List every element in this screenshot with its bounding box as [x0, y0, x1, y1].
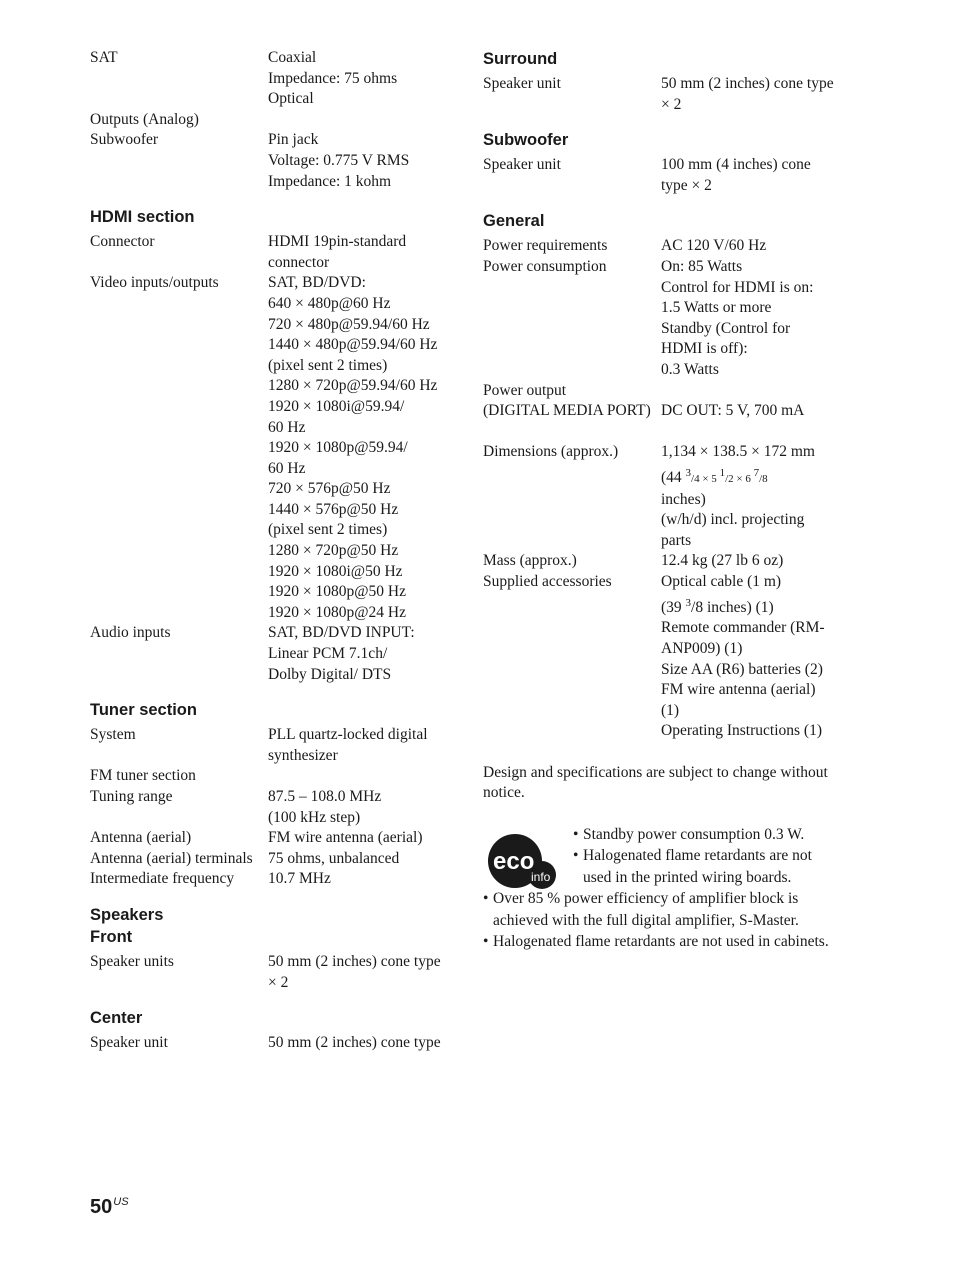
page-number-suffix: US [113, 1196, 129, 1208]
value-line: 60 Hz [268, 459, 306, 477]
value-line: Standby (Control for [661, 319, 791, 337]
value-part: /2 × 6 [725, 473, 754, 486]
value-line: 100 mm (4 inches) cone [661, 156, 811, 174]
value-line: Voltage: 0.775 V RMS [268, 151, 410, 169]
spec-label: System [90, 726, 136, 744]
spec-row-outputs [90, 110, 460, 131]
value-line: HDMI is off): [661, 340, 748, 358]
section-heading-tuner: Tuner section [90, 701, 197, 720]
spec-label: Tuning range [90, 788, 173, 805]
spec-value: 12.4 kg (27 lb 6 oz) [661, 552, 784, 570]
spec-label: Audio inputs [90, 624, 171, 642]
value-line: 1920 × 1080p@24 Hz [268, 603, 406, 621]
eco-logo-text: eco [493, 847, 535, 875]
value-line: SAT, BD/DVD: [268, 274, 366, 292]
value-line: On: 85 Watts [661, 257, 743, 275]
section-heading-subwoofer: Subwoofer [483, 131, 569, 150]
value-line: inches) [661, 490, 706, 508]
eco-info-logo-icon [487, 832, 557, 892]
value-line: × 2 [661, 95, 682, 113]
spec-row-video [90, 273, 460, 623]
spec-label: Intermediate frequency [90, 870, 235, 888]
spec-row-accessories [483, 572, 863, 742]
fraction-num: 3 [685, 466, 692, 479]
spec-row-if [90, 869, 460, 890]
spec-label: Dimensions (approx.) [483, 443, 619, 461]
spec-label: Supplied accessories [483, 573, 612, 591]
value-line: Coaxial [268, 49, 317, 66]
spec-label: Outputs (Analog) [90, 110, 199, 128]
value-line [661, 593, 841, 619]
value-line: Remote commander (RM- [661, 619, 825, 637]
bullet: • [483, 933, 489, 951]
eco-info-block [483, 824, 863, 953]
value-line: 1280 × 720p@50 Hz [268, 542, 399, 560]
value-line: (pixel sent 2 times) [268, 521, 388, 539]
spec-row-center [90, 1033, 460, 1054]
spec-value: 75 ohms, unbalanced [268, 849, 400, 867]
spec-label: Connector [90, 233, 155, 251]
list-item [483, 888, 863, 931]
spec-row-power-cons [483, 257, 863, 381]
spec-value [661, 572, 841, 742]
item-line: achieved with the full digital amplifier, S-Master. [493, 911, 799, 929]
item-line: used in the printed wiring boards. [583, 868, 792, 886]
spec-label: (DIGITAL MEDIA PORT) [483, 402, 651, 420]
spec-row-power-output [483, 381, 863, 402]
spec-label: Speaker unit [90, 1034, 168, 1052]
spec-value [268, 787, 453, 828]
item-line: Halogenated flame retardants are not used in cabinets. [493, 933, 829, 951]
list-item [573, 845, 863, 888]
value-line: ANP009) (1) [661, 639, 743, 657]
value-line: (pixel sent 2 times) [268, 356, 388, 374]
item-line: Over 85 % power efficiency of amplifier block is [493, 890, 799, 908]
notice-text [483, 763, 863, 804]
spec-row-subwoofer [90, 130, 460, 192]
value-line: FM wire antenna (aerial) [661, 681, 816, 699]
value-line: Operating Instructions (1) [661, 722, 822, 740]
value-line: Impedance: 75 ohms [268, 69, 398, 87]
notice-line: Design and specifications are subject to change without [483, 763, 828, 781]
value-line: Control for HDMI is on: [661, 278, 814, 296]
value-line: parts [661, 531, 692, 549]
spec-row-dmport [483, 401, 863, 422]
item-line: Standby power consumption 0.3 W. [583, 825, 805, 843]
spec-row-subwoofer-unit [483, 155, 863, 196]
spec-label: Speaker unit [483, 156, 561, 174]
value-line: 60 Hz [268, 418, 306, 436]
value-line: HDMI 19pin-standard [268, 233, 407, 251]
page-number [90, 1196, 129, 1219]
spec-row-dimensions [483, 442, 863, 551]
spec-value [268, 952, 453, 993]
value-line: Size AA (R6) batteries (2) [661, 660, 823, 678]
spec-label: Power requirements [483, 237, 608, 255]
spec-value: 10.7 MHz [268, 870, 331, 888]
eco-logo-subtext: info [531, 869, 551, 884]
spec-row-mass [483, 551, 863, 572]
fraction-num: 7 [753, 466, 760, 479]
spec-row-front [90, 952, 460, 993]
value-line: (1) [661, 701, 680, 719]
page-number-value: 50 [90, 1196, 113, 1218]
spec-value: 50 mm (2 inches) cone type [268, 1034, 441, 1052]
spec-row-connector [90, 232, 460, 273]
value-line: Linear PCM 7.1ch/ [268, 645, 388, 663]
value-line: SAT, BD/DVD INPUT: [268, 624, 415, 642]
value-line: 50 mm (2 inches) cone type [661, 75, 834, 92]
value-line: 1440 × 576p@50 Hz [268, 500, 399, 518]
spec-row-sat [90, 48, 460, 110]
value-line [661, 463, 841, 490]
value-line: 720 × 576p@50 Hz [268, 480, 391, 498]
value-line: 1920 × 1080i@59.94/ [268, 397, 405, 415]
spec-label: Power consumption [483, 257, 607, 275]
spec-row-audio [90, 623, 460, 685]
spec-value [268, 623, 453, 685]
value-line: 0.3 Watts [661, 360, 719, 378]
spec-row-antenna [90, 828, 460, 849]
spec-value [661, 257, 841, 381]
spec-value [661, 155, 841, 196]
spec-label: Subwoofer [90, 131, 159, 149]
value-line: PLL quartz-locked digital [268, 726, 428, 744]
list-item [483, 931, 863, 953]
spec-row-tuning [90, 787, 460, 828]
spec-value [268, 273, 453, 623]
value-line: synthesizer [268, 746, 338, 764]
value-line: connector [268, 253, 330, 271]
spec-row-terminals [90, 849, 460, 870]
spec-row-fm-tuner [90, 766, 460, 787]
bullet: • [573, 825, 579, 843]
spec-value [268, 232, 453, 273]
section-heading-general: General [483, 212, 545, 231]
spec-value [268, 725, 453, 766]
value-line: 1.5 Watts or more [661, 299, 772, 317]
value-line: 87.5 – 108.0 MHz [268, 788, 382, 805]
value-line: 1,134 × 138.5 × 172 mm [661, 443, 815, 461]
spec-label: SAT [90, 49, 118, 66]
value-line: Impedance: 1 kohm [268, 172, 392, 190]
section-heading-front: Front [90, 927, 133, 946]
spec-row-surround [483, 74, 863, 115]
spec-label: Antenna (aerial) terminals [90, 849, 253, 867]
fraction-num: 3 [685, 596, 692, 609]
spec-label: FM tuner section [90, 767, 196, 785]
spec-label: Power output [483, 381, 567, 399]
spec-label: Speaker units [90, 952, 174, 970]
spec-row-power-req [483, 236, 863, 257]
value-part: /8 inches) (1) [691, 598, 774, 616]
value-line: (w/h/d) incl. projecting [661, 511, 805, 529]
section-heading-surround: Surround [483, 50, 558, 68]
bullet: • [573, 847, 579, 865]
value-line: 1440 × 480p@59.94/60 Hz [268, 336, 438, 354]
spec-value: AC 120 V/60 Hz [661, 237, 767, 255]
notice-line: notice. [483, 784, 525, 802]
spec-label: Antenna (aerial) [90, 829, 192, 847]
value-line: Optical cable (1 m) [661, 573, 782, 591]
section-heading-hdmi: HDMI section [90, 208, 195, 227]
value-line: Dolby Digital/ DTS [268, 665, 392, 683]
value-line: 50 mm (2 inches) cone type [268, 952, 441, 970]
left-column [90, 48, 460, 1054]
spec-label: Video inputs/outputs [90, 274, 219, 292]
spec-label: Speaker unit [483, 75, 561, 92]
value-line: 1280 × 720p@59.94/60 Hz [268, 377, 438, 395]
value-line: 1920 × 1080p@59.94/ [268, 439, 408, 457]
spec-value [268, 48, 453, 110]
value-part: (39 [661, 598, 686, 616]
bullet: • [483, 890, 489, 908]
spec-label: Mass (approx.) [483, 552, 577, 570]
value-line: 1920 × 1080i@50 Hz [268, 562, 403, 580]
value-line: 1920 × 1080p@50 Hz [268, 583, 406, 601]
value-part: /8 [759, 473, 768, 486]
value-part: /4 × 5 [691, 473, 720, 486]
value-line: Pin jack [268, 131, 319, 149]
spec-row-system [90, 725, 460, 766]
right-column [483, 48, 863, 953]
list-item [573, 824, 863, 846]
spec-value [661, 74, 841, 115]
value-line: 640 × 480p@60 Hz [268, 294, 391, 312]
value-line: × 2 [268, 973, 289, 991]
value-part: (44 [661, 469, 686, 487]
spec-value [268, 130, 453, 192]
section-heading-center: Center [90, 1009, 143, 1028]
fraction-num: 1 [719, 466, 726, 479]
spec-value: DC OUT: 5 V, 700 mA [661, 402, 805, 420]
item-line: Halogenated flame retardants are not [583, 847, 812, 865]
spec-value: FM wire antenna (aerial) [268, 829, 423, 847]
value-line: Optical [268, 90, 314, 108]
value-line: (100 kHz step) [268, 808, 361, 826]
spec-value [661, 442, 841, 551]
eco-list-full [483, 888, 863, 953]
value-line: type × 2 [661, 176, 712, 194]
value-line: 720 × 480p@59.94/60 Hz [268, 315, 430, 333]
section-heading-speakers: Speakers [90, 905, 164, 924]
